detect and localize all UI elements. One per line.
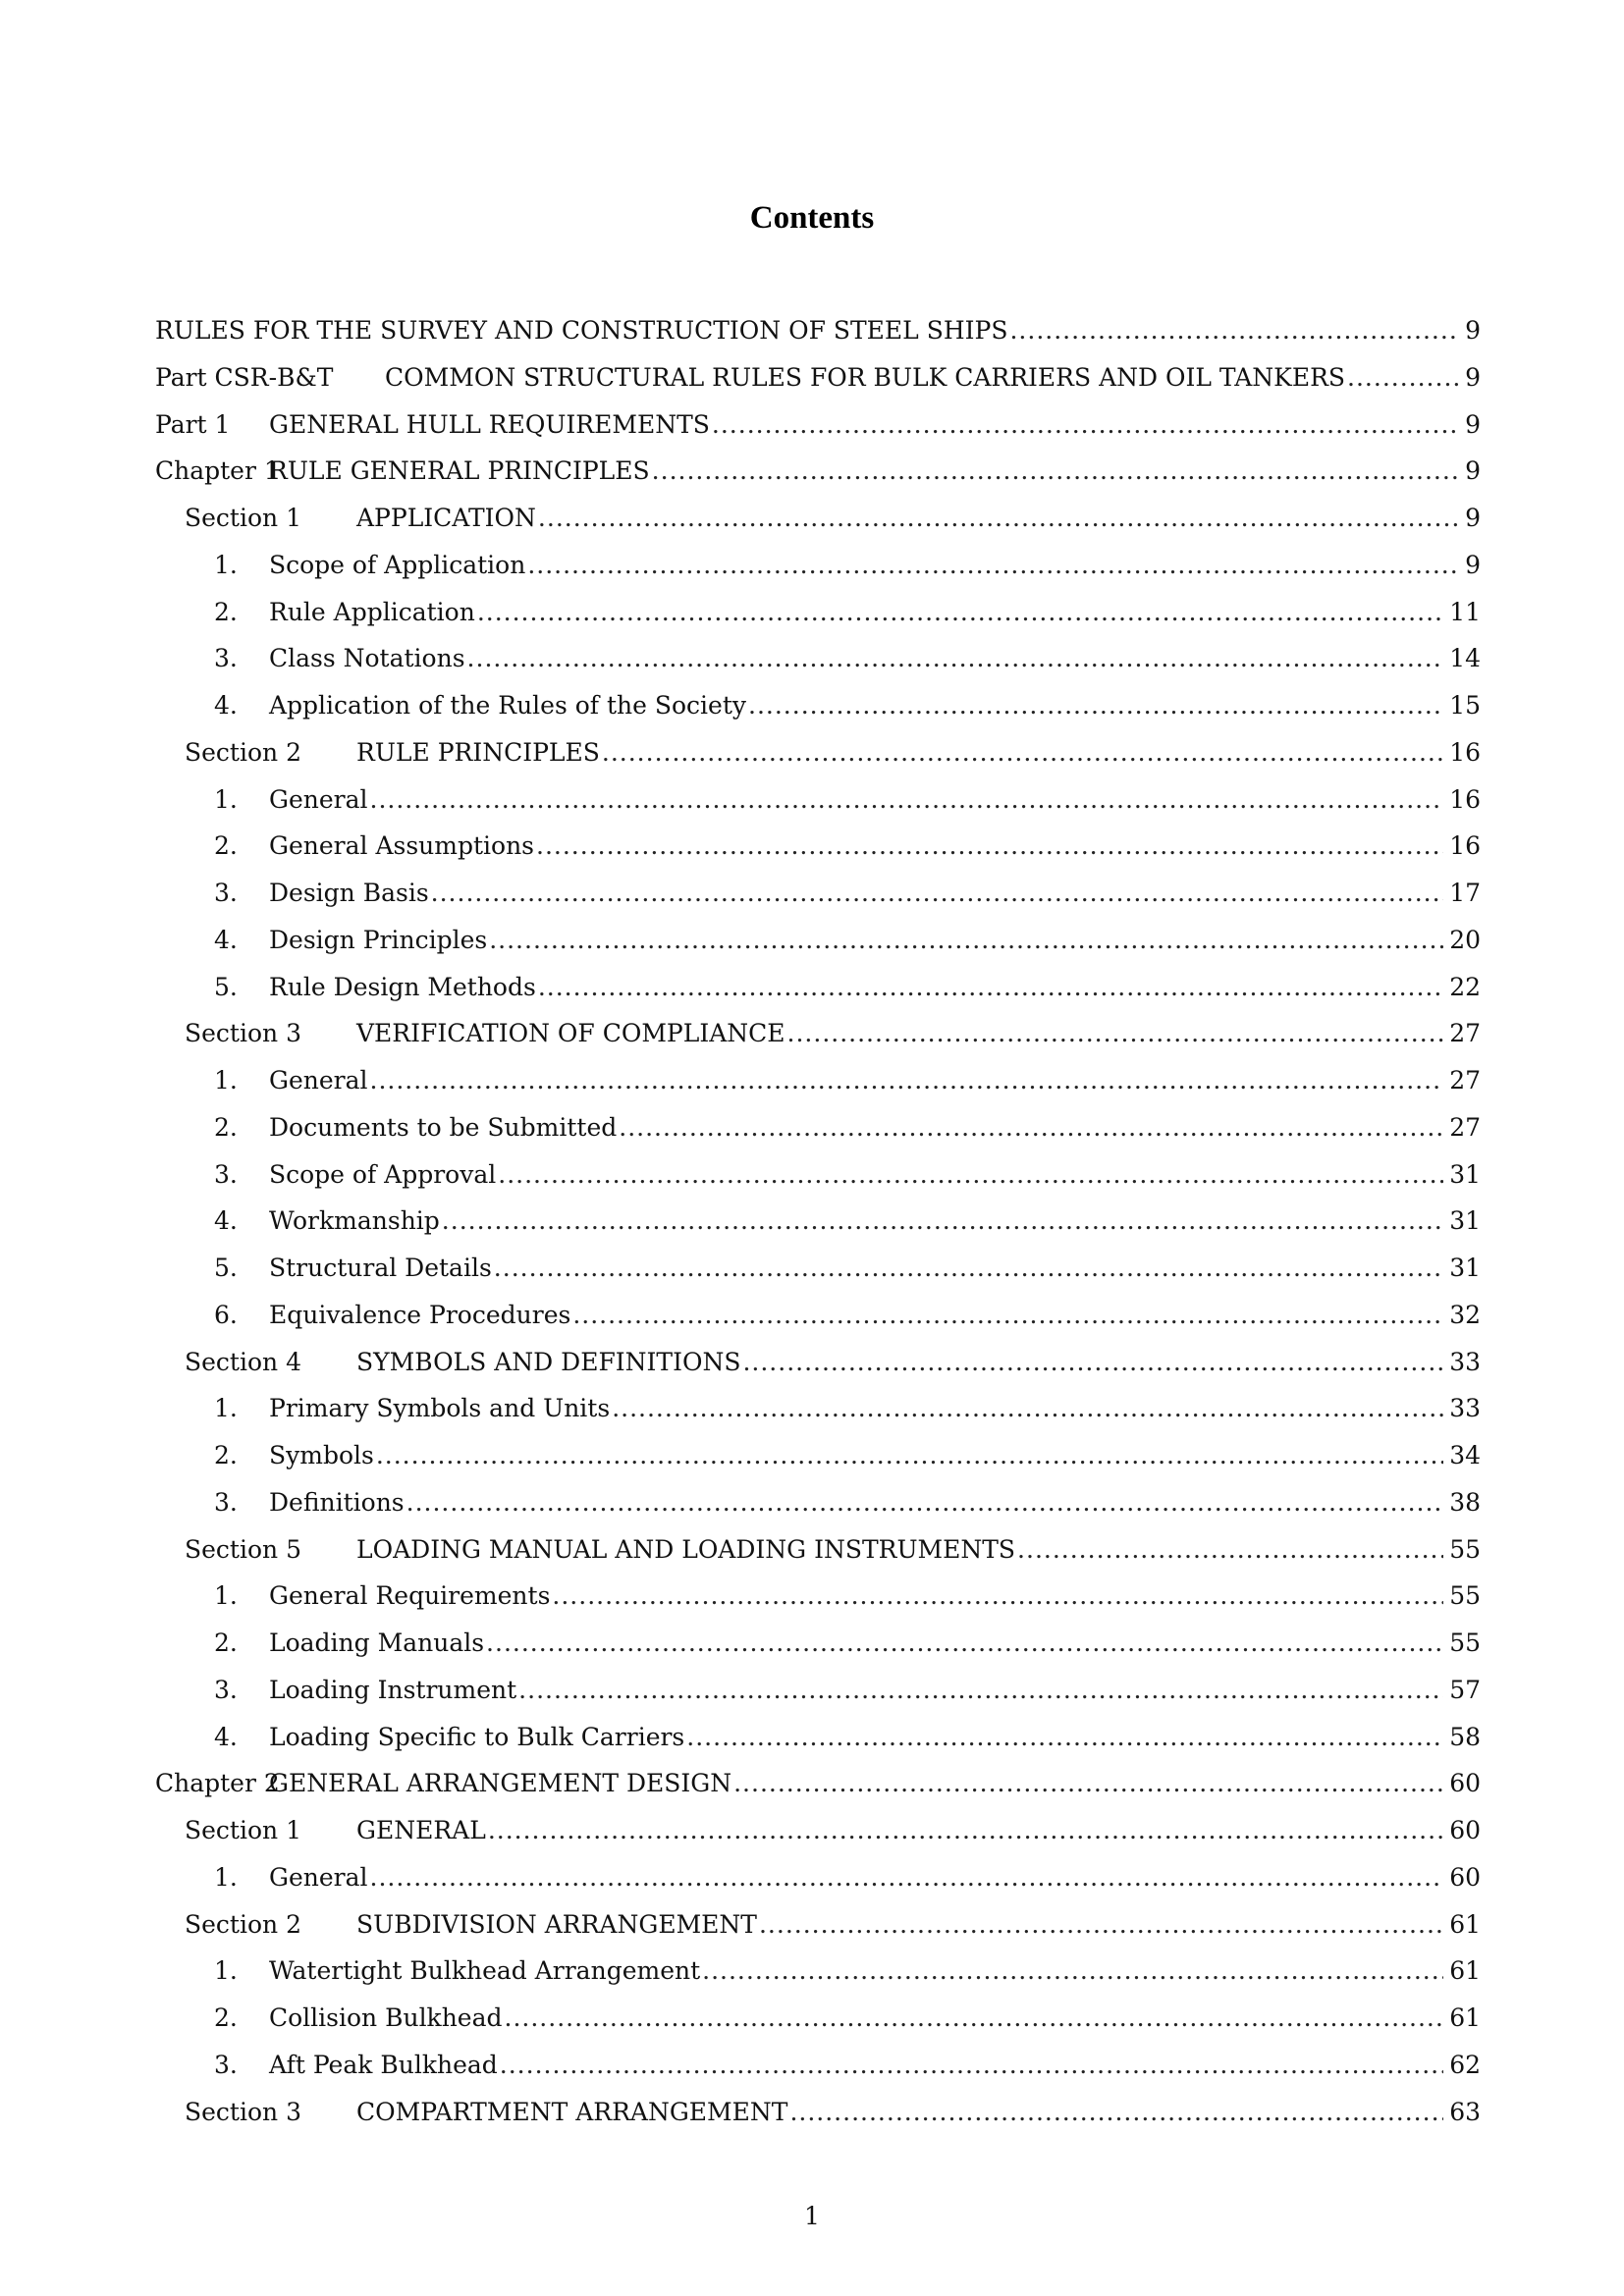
- toc-entry-page: 27: [1449, 1066, 1481, 1095]
- toc-entry-title: Design Principles: [269, 925, 488, 954]
- toc-entry-number: Section 2: [185, 1909, 301, 1939]
- dot-leader: [376, 1441, 1443, 1470]
- toc-entry[interactable]: [155, 456, 1481, 504]
- toc-entry-number: 2.: [214, 831, 238, 861]
- dot-leader: [406, 1488, 1444, 1518]
- toc-entry-number: 1.: [214, 550, 238, 579]
- toc-entry-title: General Requirements: [269, 1581, 551, 1611]
- toc-entry[interactable]: [155, 1066, 1481, 1113]
- toc-entry-title: General: [269, 784, 368, 814]
- toc-entry-page: 9: [1465, 316, 1481, 345]
- toc-entry-title: COMMON STRUCTURAL RULES FOR BULK CARRIERS AND OIL TANKERS: [385, 362, 1346, 392]
- toc-entry[interactable]: [155, 973, 1481, 1020]
- toc-entry[interactable]: [155, 1535, 1481, 1582]
- dot-leader: [500, 2051, 1443, 2080]
- toc-entry[interactable]: [155, 738, 1481, 785]
- toc-entry-title: General: [269, 1862, 368, 1892]
- toc-entry[interactable]: [155, 644, 1481, 691]
- dot-leader: [733, 1769, 1443, 1798]
- dot-leader: [572, 1301, 1443, 1330]
- toc-entry-number: 3.: [214, 644, 238, 673]
- page-number: 1: [804, 2202, 820, 2230]
- toc-entry-page: 32: [1449, 1300, 1481, 1329]
- toc-entry[interactable]: [155, 1019, 1481, 1066]
- toc-entry-number: 5.: [214, 972, 238, 1001]
- dot-leader: [759, 1910, 1443, 1940]
- toc-entry-page: 55: [1449, 1534, 1481, 1564]
- toc-entry-title: SUBDIVISION ARRANGEMENT: [356, 1909, 757, 1939]
- toc-entry[interactable]: [155, 1160, 1481, 1207]
- toc-entry-page: 33: [1449, 1394, 1481, 1423]
- dot-leader: [789, 2098, 1443, 2127]
- toc-entry[interactable]: [155, 1956, 1481, 2003]
- toc-entry-number: 1.: [214, 1066, 238, 1095]
- toc-entry-title: Rule Application: [269, 597, 475, 626]
- toc-entry-title: Documents to be Submitted: [269, 1112, 618, 1142]
- toc-entry-number: 1.: [214, 1956, 238, 1986]
- toc-entry-number: 3.: [214, 2050, 238, 2079]
- toc-entry-number: Section 1: [185, 504, 301, 532]
- toc-entry-title: Loading Specific to Bulk Carriers: [269, 1722, 685, 1751]
- toc-entry-number: 1.: [214, 784, 238, 814]
- dot-leader: [742, 1348, 1443, 1377]
- toc-entry-number: 3.: [214, 1487, 238, 1517]
- toc-entry-page: 16: [1449, 784, 1481, 814]
- dot-leader: [370, 785, 1444, 815]
- toc-entry-title: SYMBOLS AND DEFINITIONS: [356, 1347, 741, 1376]
- toc-entry-title: Structural Details: [269, 1254, 492, 1282]
- toc-entry[interactable]: [155, 1769, 1481, 1816]
- toc-entry[interactable]: [155, 785, 1481, 832]
- toc-entry-page: 9: [1465, 362, 1481, 392]
- toc-entry-page: 20: [1449, 925, 1481, 954]
- toc-entry-title: Watertight Bulkhead Arrangement: [269, 1956, 701, 1986]
- dot-leader: [1017, 1535, 1443, 1565]
- toc-entry[interactable]: [155, 831, 1481, 879]
- toc-entry-page: 27: [1449, 1019, 1481, 1048]
- toc-entry[interactable]: [155, 2098, 1481, 2145]
- dot-leader: [370, 1863, 1444, 1893]
- toc-entry-page: 9: [1465, 409, 1481, 439]
- toc-entry-page: 55: [1449, 1581, 1481, 1611]
- toc-entry-page: 63: [1449, 2097, 1481, 2126]
- dot-leader: [431, 879, 1444, 908]
- dot-leader: [505, 2003, 1444, 2033]
- toc-entry[interactable]: [155, 1301, 1481, 1348]
- toc-entry-title: Scope of Application: [269, 550, 526, 579]
- toc-entry-title: Class Notations: [269, 644, 465, 673]
- toc-entry[interactable]: [155, 1816, 1481, 1863]
- toc-entry-title: APPLICATION: [356, 504, 536, 532]
- toc-entry-page: 16: [1449, 737, 1481, 767]
- toc-entry-page: 57: [1449, 1675, 1481, 1704]
- dot-leader: [518, 1676, 1443, 1705]
- dot-leader: [527, 551, 1459, 580]
- toc-entry-page: 61: [1449, 1956, 1481, 1986]
- toc-entry-page: 55: [1449, 1629, 1481, 1657]
- toc-entry-number: Section 3: [185, 1019, 301, 1048]
- toc-entry-title: COMPARTMENT ARRANGEMENT: [356, 2097, 788, 2126]
- dot-leader: [538, 973, 1443, 1002]
- toc-entry-number: 3.: [214, 1159, 238, 1189]
- toc-entry-page: 9: [1465, 550, 1481, 579]
- toc-entry[interactable]: [155, 2051, 1481, 2098]
- toc-entry[interactable]: [155, 1348, 1481, 1395]
- toc-entry-page: 31: [1449, 1254, 1481, 1282]
- dot-leader: [488, 1816, 1443, 1845]
- toc-entry-title: GENERAL ARRANGEMENT DESIGN: [269, 1769, 732, 1798]
- toc-entry-number: 2.: [214, 1629, 238, 1657]
- toc-entry-title: Rule Design Methods: [269, 972, 536, 1001]
- toc-entry-page: 15: [1449, 691, 1481, 720]
- toc-entry[interactable]: [155, 691, 1481, 738]
- dot-leader: [748, 691, 1443, 721]
- toc-entry-number: Section 4: [185, 1347, 301, 1376]
- toc-entry-title: Symbols: [269, 1441, 374, 1469]
- toc-entry-title: RULE PRINCIPLES: [356, 737, 600, 767]
- toc-entry-page: 9: [1465, 456, 1481, 486]
- toc-entry-title: General Assumptions: [269, 831, 535, 861]
- toc-entry-title: Workmanship: [269, 1206, 440, 1236]
- toc-entry-number: Part CSR-B&T: [155, 362, 334, 392]
- dot-leader: [467, 644, 1444, 673]
- dot-leader: [486, 1629, 1443, 1658]
- toc-entry-title: VERIFICATION OF COMPLIANCE: [356, 1019, 785, 1048]
- toc-entry[interactable]: [155, 410, 1481, 457]
- toc-entry-title: Collision Bulkhead: [269, 2003, 503, 2032]
- toc-entry-number: Section 3: [185, 2097, 301, 2126]
- dot-leader: [1009, 316, 1459, 346]
- toc-entry-number: 2.: [214, 1441, 238, 1469]
- toc-entry-page: 60: [1449, 1816, 1481, 1844]
- dot-leader: [602, 738, 1443, 768]
- toc-entry[interactable]: [155, 926, 1481, 973]
- toc-entry[interactable]: [155, 598, 1481, 645]
- toc-entry-title: General: [269, 1066, 368, 1095]
- toc-entry-page: 60: [1449, 1862, 1481, 1892]
- toc-entry-number: 1.: [214, 1581, 238, 1611]
- toc-entry[interactable]: [155, 1629, 1481, 1676]
- toc-entry-title: Design Basis: [269, 879, 429, 907]
- toc-entry[interactable]: [155, 363, 1481, 410]
- dot-leader: [787, 1019, 1444, 1048]
- dot-leader: [702, 1956, 1443, 1986]
- dot-leader: [477, 598, 1443, 627]
- toc-entry[interactable]: [155, 1723, 1481, 1770]
- dot-leader: [619, 1113, 1443, 1143]
- dot-leader: [552, 1581, 1443, 1611]
- dot-leader: [712, 410, 1459, 440]
- toc-entry-title: GENERAL: [356, 1816, 486, 1844]
- toc-entry-number: 4.: [214, 925, 238, 954]
- table-of-contents: [155, 316, 1481, 2144]
- toc-entry-number: Section 2: [185, 737, 301, 767]
- dot-leader: [538, 504, 1459, 533]
- toc-entry-number: Part 1: [155, 409, 231, 439]
- toc-entry-number: 1.: [214, 1862, 238, 1892]
- toc-entry-number: 4.: [214, 1206, 238, 1236]
- toc-entry-title: RULES FOR THE SURVEY AND CONSTRUCTION OF STEEL SHIPS: [155, 316, 1008, 345]
- toc-entry-page: 31: [1449, 1206, 1481, 1236]
- toc-entry-page: 16: [1449, 831, 1481, 861]
- toc-entry-page: 34: [1449, 1441, 1481, 1469]
- toc-entry-number: 3.: [214, 1675, 238, 1704]
- toc-entry-title: Equivalence Procedures: [269, 1300, 571, 1329]
- toc-entry[interactable]: [155, 879, 1481, 926]
- toc-entry[interactable]: [155, 316, 1481, 363]
- toc-entry-title: Loading Instrument: [269, 1675, 517, 1704]
- toc-entry[interactable]: [155, 551, 1481, 598]
- toc-entry[interactable]: [155, 1206, 1481, 1254]
- toc-entry-number: Chapter 2: [155, 1769, 280, 1798]
- toc-entry-title: RULE GENERAL PRINCIPLES: [269, 456, 650, 486]
- toc-entry-number: Section 5: [185, 1534, 301, 1564]
- toc-entry-title: Application of the Rules of the Society: [269, 691, 747, 720]
- toc-entry-number: 4.: [214, 691, 238, 720]
- toc-entry-page: 27: [1449, 1112, 1481, 1142]
- page-title: Contents: [749, 200, 875, 236]
- toc-entry[interactable]: [155, 1676, 1481, 1723]
- toc-entry-title: Loading Manuals: [269, 1629, 485, 1657]
- toc-entry-page: 31: [1449, 1159, 1481, 1189]
- toc-entry-number: 2.: [214, 597, 238, 626]
- toc-entry-title: Definitions: [269, 1487, 405, 1517]
- toc-entry-number: 4.: [214, 1722, 238, 1751]
- toc-entry-title: LOADING MANUAL AND LOADING INSTRUMENTS: [356, 1534, 1016, 1564]
- toc-entry[interactable]: [155, 2003, 1481, 2051]
- toc-entry-page: 11: [1449, 597, 1481, 626]
- toc-entry[interactable]: [155, 1863, 1481, 1910]
- toc-entry-page: 61: [1449, 1909, 1481, 1939]
- dot-leader: [652, 456, 1459, 486]
- toc-entry[interactable]: [155, 1910, 1481, 1957]
- toc-entry-page: 61: [1449, 2003, 1481, 2032]
- toc-entry-page: 17: [1449, 879, 1481, 907]
- toc-entry-number: 3.: [214, 879, 238, 907]
- toc-entry[interactable]: [155, 504, 1481, 551]
- toc-entry[interactable]: [155, 1441, 1481, 1488]
- dot-leader: [442, 1206, 1443, 1236]
- toc-entry[interactable]: [155, 1394, 1481, 1441]
- toc-entry[interactable]: [155, 1488, 1481, 1535]
- toc-entry-number: 2.: [214, 2003, 238, 2032]
- toc-entry-title: Scope of Approval: [269, 1159, 497, 1189]
- toc-entry-number: 6.: [214, 1300, 238, 1329]
- dot-leader: [536, 831, 1443, 861]
- toc-entry-title: Aft Peak Bulkhead: [269, 2050, 498, 2079]
- dot-leader: [686, 1723, 1443, 1752]
- toc-entry-page: 22: [1449, 972, 1481, 1001]
- toc-entry-number: 5.: [214, 1254, 238, 1282]
- dot-leader: [498, 1160, 1443, 1190]
- toc-entry[interactable]: [155, 1254, 1481, 1301]
- toc-entry[interactable]: [155, 1581, 1481, 1629]
- toc-entry-page: 9: [1465, 504, 1481, 532]
- toc-entry-number: 2.: [214, 1112, 238, 1142]
- toc-entry-title: GENERAL HULL REQUIREMENTS: [269, 409, 710, 439]
- toc-entry[interactable]: [155, 1113, 1481, 1160]
- toc-entry-number: Section 1: [185, 1816, 301, 1844]
- toc-entry-page: 60: [1449, 1769, 1481, 1798]
- toc-entry-page: 14: [1449, 644, 1481, 673]
- dot-leader: [489, 926, 1443, 955]
- dot-leader: [1347, 363, 1459, 393]
- toc-entry-page: 58: [1449, 1722, 1481, 1751]
- toc-entry-title: Primary Symbols and Units: [269, 1394, 611, 1423]
- dot-leader: [494, 1254, 1443, 1283]
- toc-entry-number: 1.: [214, 1394, 238, 1423]
- toc-entry-page: 62: [1449, 2050, 1481, 2079]
- dot-leader: [612, 1394, 1443, 1423]
- toc-entry-page: 33: [1449, 1347, 1481, 1376]
- toc-entry-page: 38: [1449, 1487, 1481, 1517]
- dot-leader: [370, 1066, 1444, 1095]
- toc-entry-number: Chapter 1: [155, 456, 280, 486]
